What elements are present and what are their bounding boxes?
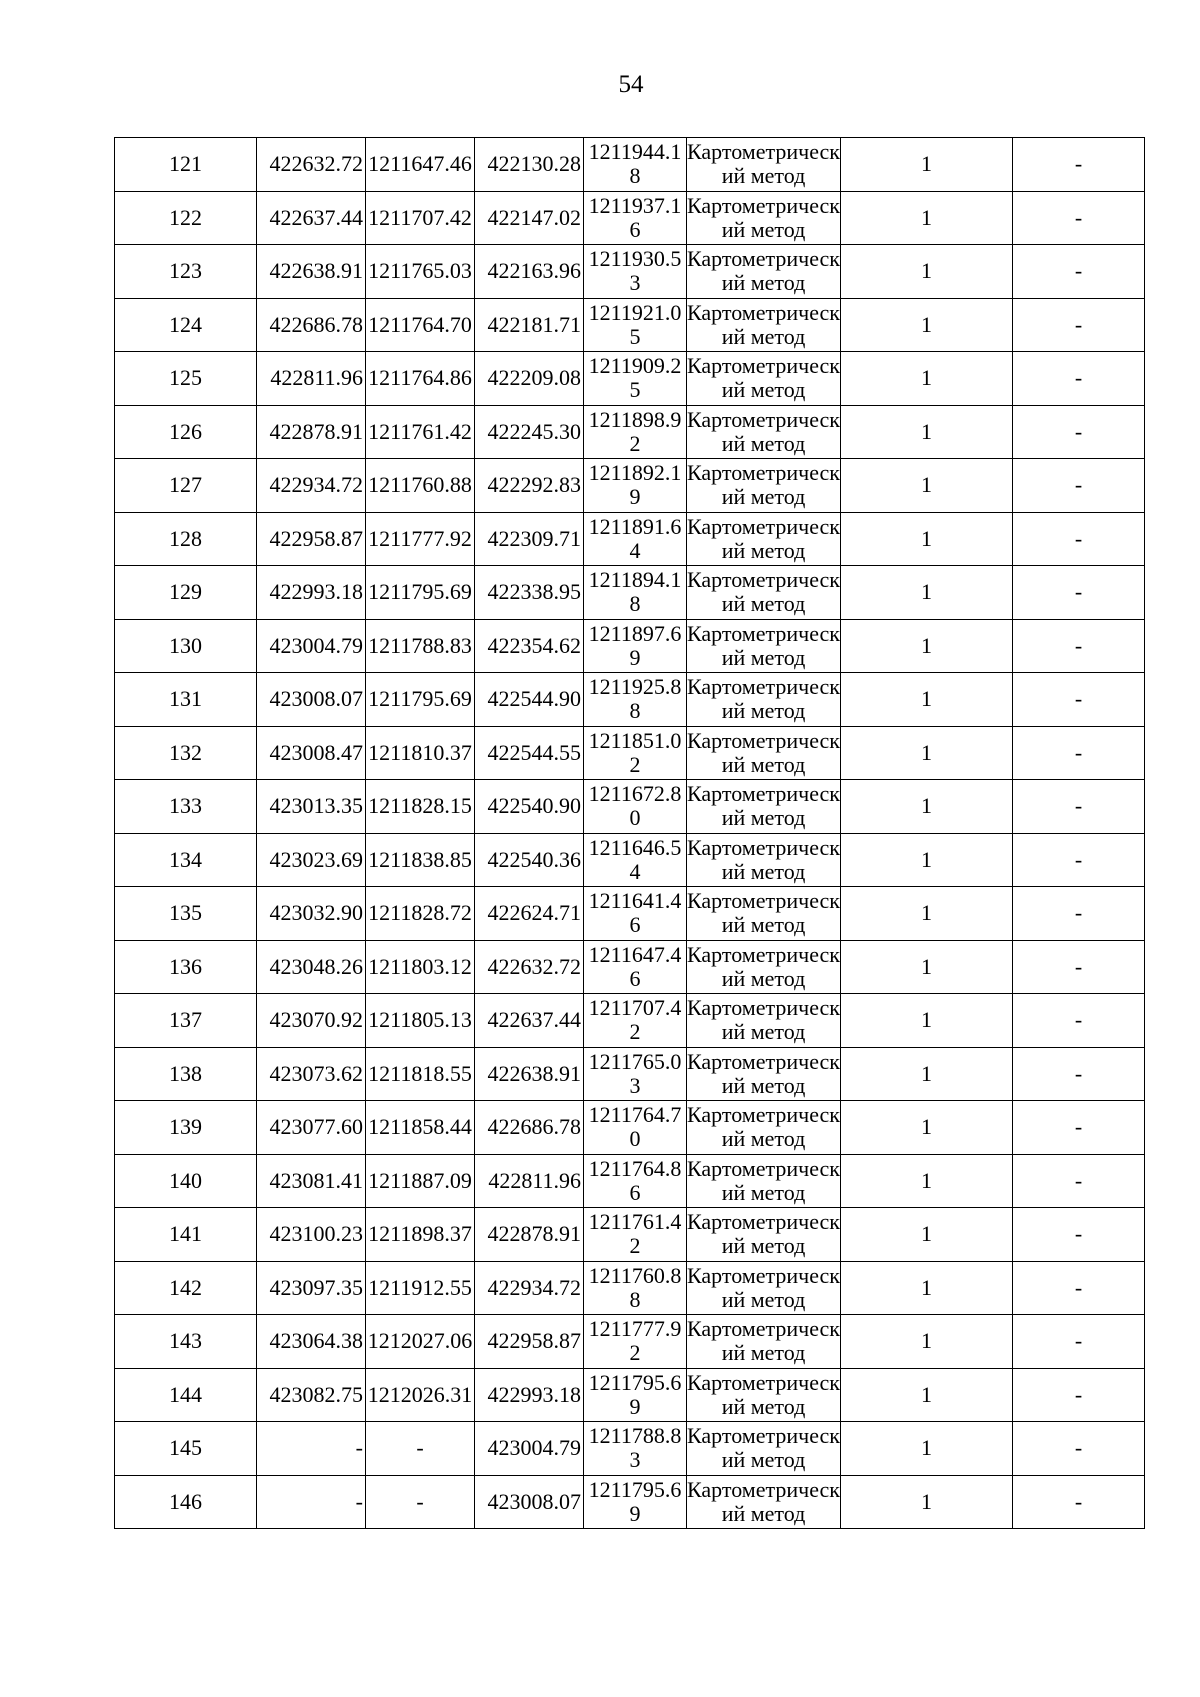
existing-x-cell: 423064.38: [257, 1315, 366, 1369]
existing-x-cell: 422878.91: [257, 405, 366, 459]
table-row: [115, 352, 1145, 406]
existing-y-cell: 1211777.92: [366, 512, 475, 566]
existing-y-cell: 1211805.13: [366, 994, 475, 1048]
point-number-cell: 122: [115, 191, 257, 245]
accuracy-cell: 1: [841, 1315, 1013, 1369]
existing-y-cell: 1211858.44: [366, 1101, 475, 1155]
method-cell: Картометрический метод: [687, 1047, 841, 1101]
method-cell: Картометрический метод: [687, 1368, 841, 1422]
existing-x-cell: 423023.69: [257, 833, 366, 887]
point-number-cell: 141: [115, 1208, 257, 1262]
existing-y-cell: -: [366, 1422, 475, 1476]
accuracy-cell: 1: [841, 619, 1013, 673]
point-number-cell: 126: [115, 405, 257, 459]
new-x-cell: 422878.91: [475, 1208, 584, 1262]
table-row: [115, 1154, 1145, 1208]
method-cell: Картометрический метод: [687, 780, 841, 834]
existing-x-cell: 423008.47: [257, 726, 366, 780]
existing-x-cell: 422637.44: [257, 191, 366, 245]
accuracy-cell: 1: [841, 940, 1013, 994]
new-y-cell: 1211892.19: [584, 459, 687, 513]
table-row: [115, 726, 1145, 780]
new-y-cell: 1211646.54: [584, 833, 687, 887]
accuracy-cell: 1: [841, 245, 1013, 299]
description-cell: -: [1013, 1315, 1145, 1369]
description-cell: -: [1013, 1368, 1145, 1422]
existing-x-cell: 423097.35: [257, 1261, 366, 1315]
point-number-cell: 135: [115, 887, 257, 941]
existing-y-cell: 1211707.42: [366, 191, 475, 245]
existing-x-cell: 422686.78: [257, 298, 366, 352]
new-y-cell: 1211891.64: [584, 512, 687, 566]
accuracy-cell: 1: [841, 1101, 1013, 1155]
table-row: [115, 1422, 1145, 1476]
page-number: 54: [618, 71, 644, 98]
point-number-cell: 130: [115, 619, 257, 673]
accuracy-cell: 1: [841, 352, 1013, 406]
new-y-cell: 1211925.88: [584, 673, 687, 727]
method-cell: Картометрический метод: [687, 405, 841, 459]
method-cell: Картометрический метод: [687, 1315, 841, 1369]
accuracy-cell: 1: [841, 726, 1013, 780]
description-cell: -: [1013, 298, 1145, 352]
accuracy-cell: 1: [841, 459, 1013, 513]
existing-x-cell: 423013.35: [257, 780, 366, 834]
existing-x-cell: 423004.79: [257, 619, 366, 673]
description-cell: -: [1013, 1475, 1145, 1529]
method-cell: Картометрический метод: [687, 1261, 841, 1315]
existing-y-cell: 1211765.03: [366, 245, 475, 299]
existing-x-cell: 422632.72: [257, 138, 366, 192]
existing-x-cell: 423082.75: [257, 1368, 366, 1422]
table-row: [115, 1208, 1145, 1262]
new-y-cell: 1211921.05: [584, 298, 687, 352]
point-number-cell: 136: [115, 940, 257, 994]
point-number-cell: 146: [115, 1475, 257, 1529]
method-cell: Картометрический метод: [687, 833, 841, 887]
accuracy-cell: 1: [841, 1261, 1013, 1315]
existing-y-cell: -: [366, 1475, 475, 1529]
description-cell: -: [1013, 459, 1145, 513]
new-y-cell: 1211894.18: [584, 566, 687, 620]
table-row: [115, 138, 1145, 192]
table-row: [115, 673, 1145, 727]
new-x-cell: 422163.96: [475, 245, 584, 299]
new-y-cell: 1211909.25: [584, 352, 687, 406]
table-row: [115, 1047, 1145, 1101]
new-y-cell: 1211672.80: [584, 780, 687, 834]
new-y-cell: 1211777.92: [584, 1315, 687, 1369]
accuracy-cell: 1: [841, 1368, 1013, 1422]
table-row: [115, 191, 1145, 245]
description-cell: -: [1013, 138, 1145, 192]
existing-y-cell: 1211828.15: [366, 780, 475, 834]
description-cell: -: [1013, 780, 1145, 834]
new-x-cell: 422993.18: [475, 1368, 584, 1422]
table-row: [115, 833, 1145, 887]
table-row: [115, 780, 1145, 834]
table-row: [115, 1315, 1145, 1369]
accuracy-cell: 1: [841, 1475, 1013, 1529]
point-number-cell: 145: [115, 1422, 257, 1476]
table-row: [115, 994, 1145, 1048]
accuracy-cell: 1: [841, 1047, 1013, 1101]
new-x-cell: 422811.96: [475, 1154, 584, 1208]
existing-x-cell: 423077.60: [257, 1101, 366, 1155]
point-number-cell: 143: [115, 1315, 257, 1369]
point-number-cell: 121: [115, 138, 257, 192]
new-y-cell: 1211764.86: [584, 1154, 687, 1208]
method-cell: Картометрический метод: [687, 994, 841, 1048]
method-cell: Картометрический метод: [687, 1475, 841, 1529]
existing-y-cell: 1211647.46: [366, 138, 475, 192]
method-cell: Картометрический метод: [687, 619, 841, 673]
accuracy-cell: 1: [841, 1422, 1013, 1476]
existing-y-cell: 1211912.55: [366, 1261, 475, 1315]
point-number-cell: 140: [115, 1154, 257, 1208]
accuracy-cell: 1: [841, 512, 1013, 566]
table-row: [115, 887, 1145, 941]
existing-y-cell: 1211760.88: [366, 459, 475, 513]
new-x-cell: 422624.71: [475, 887, 584, 941]
method-cell: Картометрический метод: [687, 940, 841, 994]
new-x-cell: 422632.72: [475, 940, 584, 994]
new-x-cell: 423008.07: [475, 1475, 584, 1529]
existing-y-cell: 1211810.37: [366, 726, 475, 780]
description-cell: -: [1013, 405, 1145, 459]
method-cell: Картометрический метод: [687, 245, 841, 299]
table-row: [115, 619, 1145, 673]
table-row: [115, 1475, 1145, 1529]
new-x-cell: 422130.28: [475, 138, 584, 192]
method-cell: Картометрический метод: [687, 673, 841, 727]
description-cell: -: [1013, 887, 1145, 941]
new-y-cell: 1211898.92: [584, 405, 687, 459]
new-x-cell: 422934.72: [475, 1261, 584, 1315]
existing-y-cell: 1211795.69: [366, 566, 475, 620]
new-x-cell: 422292.83: [475, 459, 584, 513]
point-number-cell: 124: [115, 298, 257, 352]
point-number-cell: 138: [115, 1047, 257, 1101]
accuracy-cell: 1: [841, 298, 1013, 352]
new-x-cell: 422544.90: [475, 673, 584, 727]
point-number-cell: 139: [115, 1101, 257, 1155]
point-number-cell: 144: [115, 1368, 257, 1422]
new-y-cell: 1211795.69: [584, 1368, 687, 1422]
new-x-cell: 422245.30: [475, 405, 584, 459]
table-row: [115, 566, 1145, 620]
existing-x-cell: -: [257, 1475, 366, 1529]
accuracy-cell: 1: [841, 191, 1013, 245]
new-x-cell: 422637.44: [475, 994, 584, 1048]
new-x-cell: 423004.79: [475, 1422, 584, 1476]
point-number-cell: 142: [115, 1261, 257, 1315]
new-y-cell: 1211647.46: [584, 940, 687, 994]
existing-x-cell: 422811.96: [257, 352, 366, 406]
new-y-cell: 1211944.18: [584, 138, 687, 192]
table-row: [115, 1101, 1145, 1155]
new-x-cell: 422544.55: [475, 726, 584, 780]
description-cell: -: [1013, 940, 1145, 994]
new-y-cell: 1211760.88: [584, 1261, 687, 1315]
method-cell: Картометрический метод: [687, 298, 841, 352]
existing-y-cell: 1211764.70: [366, 298, 475, 352]
new-x-cell: 422147.02: [475, 191, 584, 245]
existing-y-cell: 1211818.55: [366, 1047, 475, 1101]
existing-x-cell: 423073.62: [257, 1047, 366, 1101]
existing-y-cell: 1211838.85: [366, 833, 475, 887]
method-cell: Картометрический метод: [687, 352, 841, 406]
new-x-cell: 422354.62: [475, 619, 584, 673]
accuracy-cell: 1: [841, 780, 1013, 834]
existing-x-cell: 423100.23: [257, 1208, 366, 1262]
point-number-cell: 131: [115, 673, 257, 727]
point-number-cell: 133: [115, 780, 257, 834]
description-cell: -: [1013, 673, 1145, 727]
table-body: [115, 138, 1145, 1529]
existing-y-cell: 1211761.42: [366, 405, 475, 459]
method-cell: Картометрический метод: [687, 1101, 841, 1155]
description-cell: -: [1013, 1208, 1145, 1262]
description-cell: -: [1013, 1101, 1145, 1155]
table-row: [115, 940, 1145, 994]
new-y-cell: 1211937.16: [584, 191, 687, 245]
description-cell: -: [1013, 245, 1145, 299]
description-cell: -: [1013, 726, 1145, 780]
new-x-cell: 422209.08: [475, 352, 584, 406]
existing-y-cell: 1211788.83: [366, 619, 475, 673]
accuracy-cell: 1: [841, 1208, 1013, 1262]
new-y-cell: 1211897.69: [584, 619, 687, 673]
new-y-cell: 1211795.69: [584, 1475, 687, 1529]
description-cell: -: [1013, 1154, 1145, 1208]
method-cell: Картометрический метод: [687, 726, 841, 780]
accuracy-cell: 1: [841, 833, 1013, 887]
existing-x-cell: 423081.41: [257, 1154, 366, 1208]
method-cell: Картометрический метод: [687, 1422, 841, 1476]
accuracy-cell: 1: [841, 566, 1013, 620]
existing-x-cell: 422993.18: [257, 566, 366, 620]
new-y-cell: 1211641.46: [584, 887, 687, 941]
method-cell: Картометрический метод: [687, 1154, 841, 1208]
description-cell: -: [1013, 1422, 1145, 1476]
point-number-cell: 132: [115, 726, 257, 780]
new-y-cell: 1211930.53: [584, 245, 687, 299]
table-row: [115, 405, 1145, 459]
existing-x-cell: 422934.72: [257, 459, 366, 513]
point-number-cell: 127: [115, 459, 257, 513]
new-x-cell: 422338.95: [475, 566, 584, 620]
table-row: [115, 245, 1145, 299]
table-row: [115, 512, 1145, 566]
point-number-cell: 129: [115, 566, 257, 620]
point-number-cell: 123: [115, 245, 257, 299]
new-x-cell: 422540.90: [475, 780, 584, 834]
existing-y-cell: 1211898.37: [366, 1208, 475, 1262]
point-number-cell: 137: [115, 994, 257, 1048]
description-cell: -: [1013, 352, 1145, 406]
point-number-cell: 125: [115, 352, 257, 406]
method-cell: Картометрический метод: [687, 512, 841, 566]
new-x-cell: 422958.87: [475, 1315, 584, 1369]
description-cell: -: [1013, 1047, 1145, 1101]
description-cell: -: [1013, 619, 1145, 673]
description-cell: -: [1013, 833, 1145, 887]
new-x-cell: 422638.91: [475, 1047, 584, 1101]
existing-y-cell: 1212027.06: [366, 1315, 475, 1369]
accuracy-cell: 1: [841, 405, 1013, 459]
new-y-cell: 1211707.42: [584, 994, 687, 1048]
accuracy-cell: 1: [841, 138, 1013, 192]
description-cell: -: [1013, 566, 1145, 620]
method-cell: Картометрический метод: [687, 459, 841, 513]
description-cell: -: [1013, 1261, 1145, 1315]
coordinates-table: [114, 137, 1145, 1529]
method-cell: Картометрический метод: [687, 566, 841, 620]
existing-x-cell: 422638.91: [257, 245, 366, 299]
accuracy-cell: 1: [841, 673, 1013, 727]
accuracy-cell: 1: [841, 1154, 1013, 1208]
new-x-cell: 422686.78: [475, 1101, 584, 1155]
table-row: [115, 298, 1145, 352]
existing-x-cell: 423008.07: [257, 673, 366, 727]
table-row: [115, 1368, 1145, 1422]
description-cell: -: [1013, 994, 1145, 1048]
point-number-cell: 128: [115, 512, 257, 566]
method-cell: Картометрический метод: [687, 887, 841, 941]
existing-y-cell: 1211803.12: [366, 940, 475, 994]
existing-y-cell: 1211795.69: [366, 673, 475, 727]
point-number-cell: 134: [115, 833, 257, 887]
existing-y-cell: 1211764.86: [366, 352, 475, 406]
existing-x-cell: 422958.87: [257, 512, 366, 566]
new-x-cell: 422540.36: [475, 833, 584, 887]
new-y-cell: 1211788.83: [584, 1422, 687, 1476]
existing-x-cell: 423032.90: [257, 887, 366, 941]
method-cell: Картометрический метод: [687, 138, 841, 192]
existing-y-cell: 1211887.09: [366, 1154, 475, 1208]
table-row: [115, 459, 1145, 513]
new-x-cell: 422181.71: [475, 298, 584, 352]
new-y-cell: 1211765.03: [584, 1047, 687, 1101]
existing-y-cell: 1212026.31: [366, 1368, 475, 1422]
new-y-cell: 1211761.42: [584, 1208, 687, 1262]
description-cell: -: [1013, 191, 1145, 245]
new-x-cell: 422309.71: [475, 512, 584, 566]
new-y-cell: 1211764.70: [584, 1101, 687, 1155]
existing-x-cell: 423048.26: [257, 940, 366, 994]
description-cell: -: [1013, 512, 1145, 566]
accuracy-cell: 1: [841, 994, 1013, 1048]
existing-x-cell: 423070.92: [257, 994, 366, 1048]
existing-x-cell: -: [257, 1422, 366, 1476]
method-cell: Картометрический метод: [687, 191, 841, 245]
new-y-cell: 1211851.02: [584, 726, 687, 780]
table-row: [115, 1261, 1145, 1315]
method-cell: Картометрический метод: [687, 1208, 841, 1262]
existing-y-cell: 1211828.72: [366, 887, 475, 941]
accuracy-cell: 1: [841, 887, 1013, 941]
